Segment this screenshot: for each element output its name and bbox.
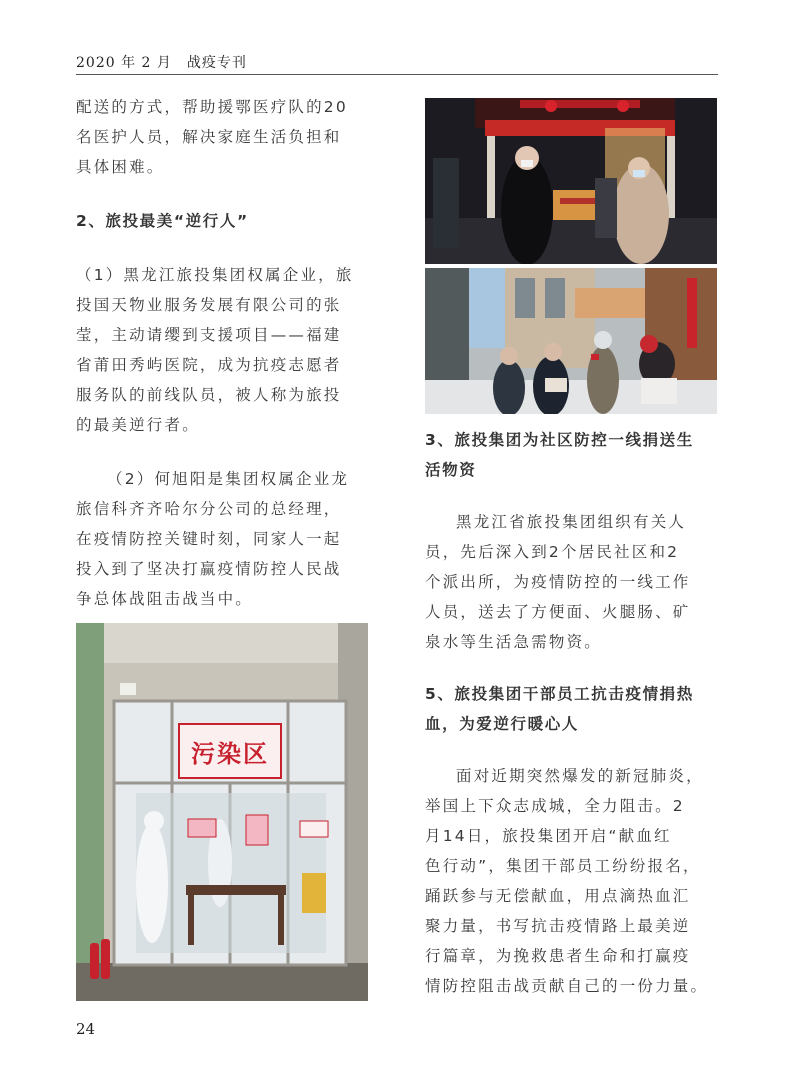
text-line: 举国上下众志成城，全力阻击。2	[425, 797, 685, 815]
text-line: 聚力量，书写抗击疫情路上最美逆	[425, 917, 691, 935]
photo-donation-night	[425, 98, 717, 264]
right-column	[425, 425, 721, 1001]
text-line: 黑龙江省旅投集团组织有关人	[456, 513, 687, 531]
photo-donation-night-image	[425, 98, 717, 264]
photo-contamination-zone	[76, 623, 368, 1001]
section-heading-3-cont: 活物资	[425, 461, 477, 479]
page-header: 2020 年 2 月 战疫专刊	[76, 55, 247, 71]
text-line: 在疫情防控关键时刻，同家人一起	[76, 530, 342, 548]
section-heading-5: 5、旅投集团干部员工抗击疫情捐热	[425, 685, 694, 703]
paragraph-3	[76, 464, 372, 614]
text-line: 投国天物业服务发展有限公司的张	[76, 296, 342, 314]
text-line: 的最美逆行者。	[76, 416, 200, 434]
section-heading-2: 2、旅投最美“逆行人”	[76, 212, 249, 230]
text-line: 踊跃参与无偿献血，用点滴热血汇	[425, 887, 691, 905]
section-heading-5-cont: 血，为爱逆行暖心人	[425, 715, 579, 733]
text-line: 莹，主动请缨到支援项目——福建	[76, 326, 342, 344]
text-line: 色行动”，集团干部员工纷纷报名，	[425, 857, 701, 875]
text-line: 名医护人员，解决家庭生活负担和	[76, 128, 342, 146]
text-line: 情防控阻击战贡献自己的一份力量。	[425, 977, 709, 995]
text-line: 具体困难。	[76, 158, 165, 176]
text-line: 人员，送去了方便面、火腿肠、矿	[425, 603, 691, 621]
paragraph-2	[76, 260, 372, 440]
paragraph-5	[425, 761, 721, 1001]
text-line: 月14日，旅投集团开启“献血红	[425, 827, 672, 845]
paragraph-4	[425, 507, 721, 657]
photo-community-delivery	[425, 268, 717, 414]
text-line: 配送的方式，帮助援鄂医疗队的20	[76, 98, 348, 116]
text-line: 行篇章，为挽救患者生命和打赢疫	[425, 947, 691, 965]
paragraph-1	[76, 92, 372, 182]
contamination-zone-sign: 污染区	[178, 723, 282, 779]
text-line: （2）何旭阳是集团权属企业龙	[107, 470, 350, 488]
text-line: 旅信科齐齐哈尔分公司的总经理，	[76, 500, 342, 518]
text-line: （1）黑龙江旅投集团权属企业，旅	[76, 266, 354, 284]
text-line: 个派出所，为疫情防控的一线工作	[425, 573, 691, 591]
header-rule	[76, 74, 718, 75]
page-number: 24	[76, 1020, 96, 1038]
text-line: 投入到了坚决打赢疫情防控人民战	[76, 560, 342, 578]
text-line: 省莆田秀屿医院，成为抗疫志愿者	[76, 356, 342, 374]
left-column	[76, 92, 372, 614]
text-line: 服务队的前线队员，被人称为旅投	[76, 386, 342, 404]
section-heading-3: 3、旅投集团为社区防控一线捐送生	[425, 431, 694, 449]
photo-contamination-zone-image	[76, 623, 368, 1001]
photo-community-delivery-image	[425, 268, 717, 414]
text-line: 争总体战阻击战当中。	[76, 590, 254, 608]
text-line: 面对近期突然爆发的新冠肺炎，	[456, 767, 704, 785]
text-line: 泉水等生活急需物资。	[425, 633, 603, 651]
text-line: 员，先后深入到2个居民社区和2	[425, 543, 680, 561]
